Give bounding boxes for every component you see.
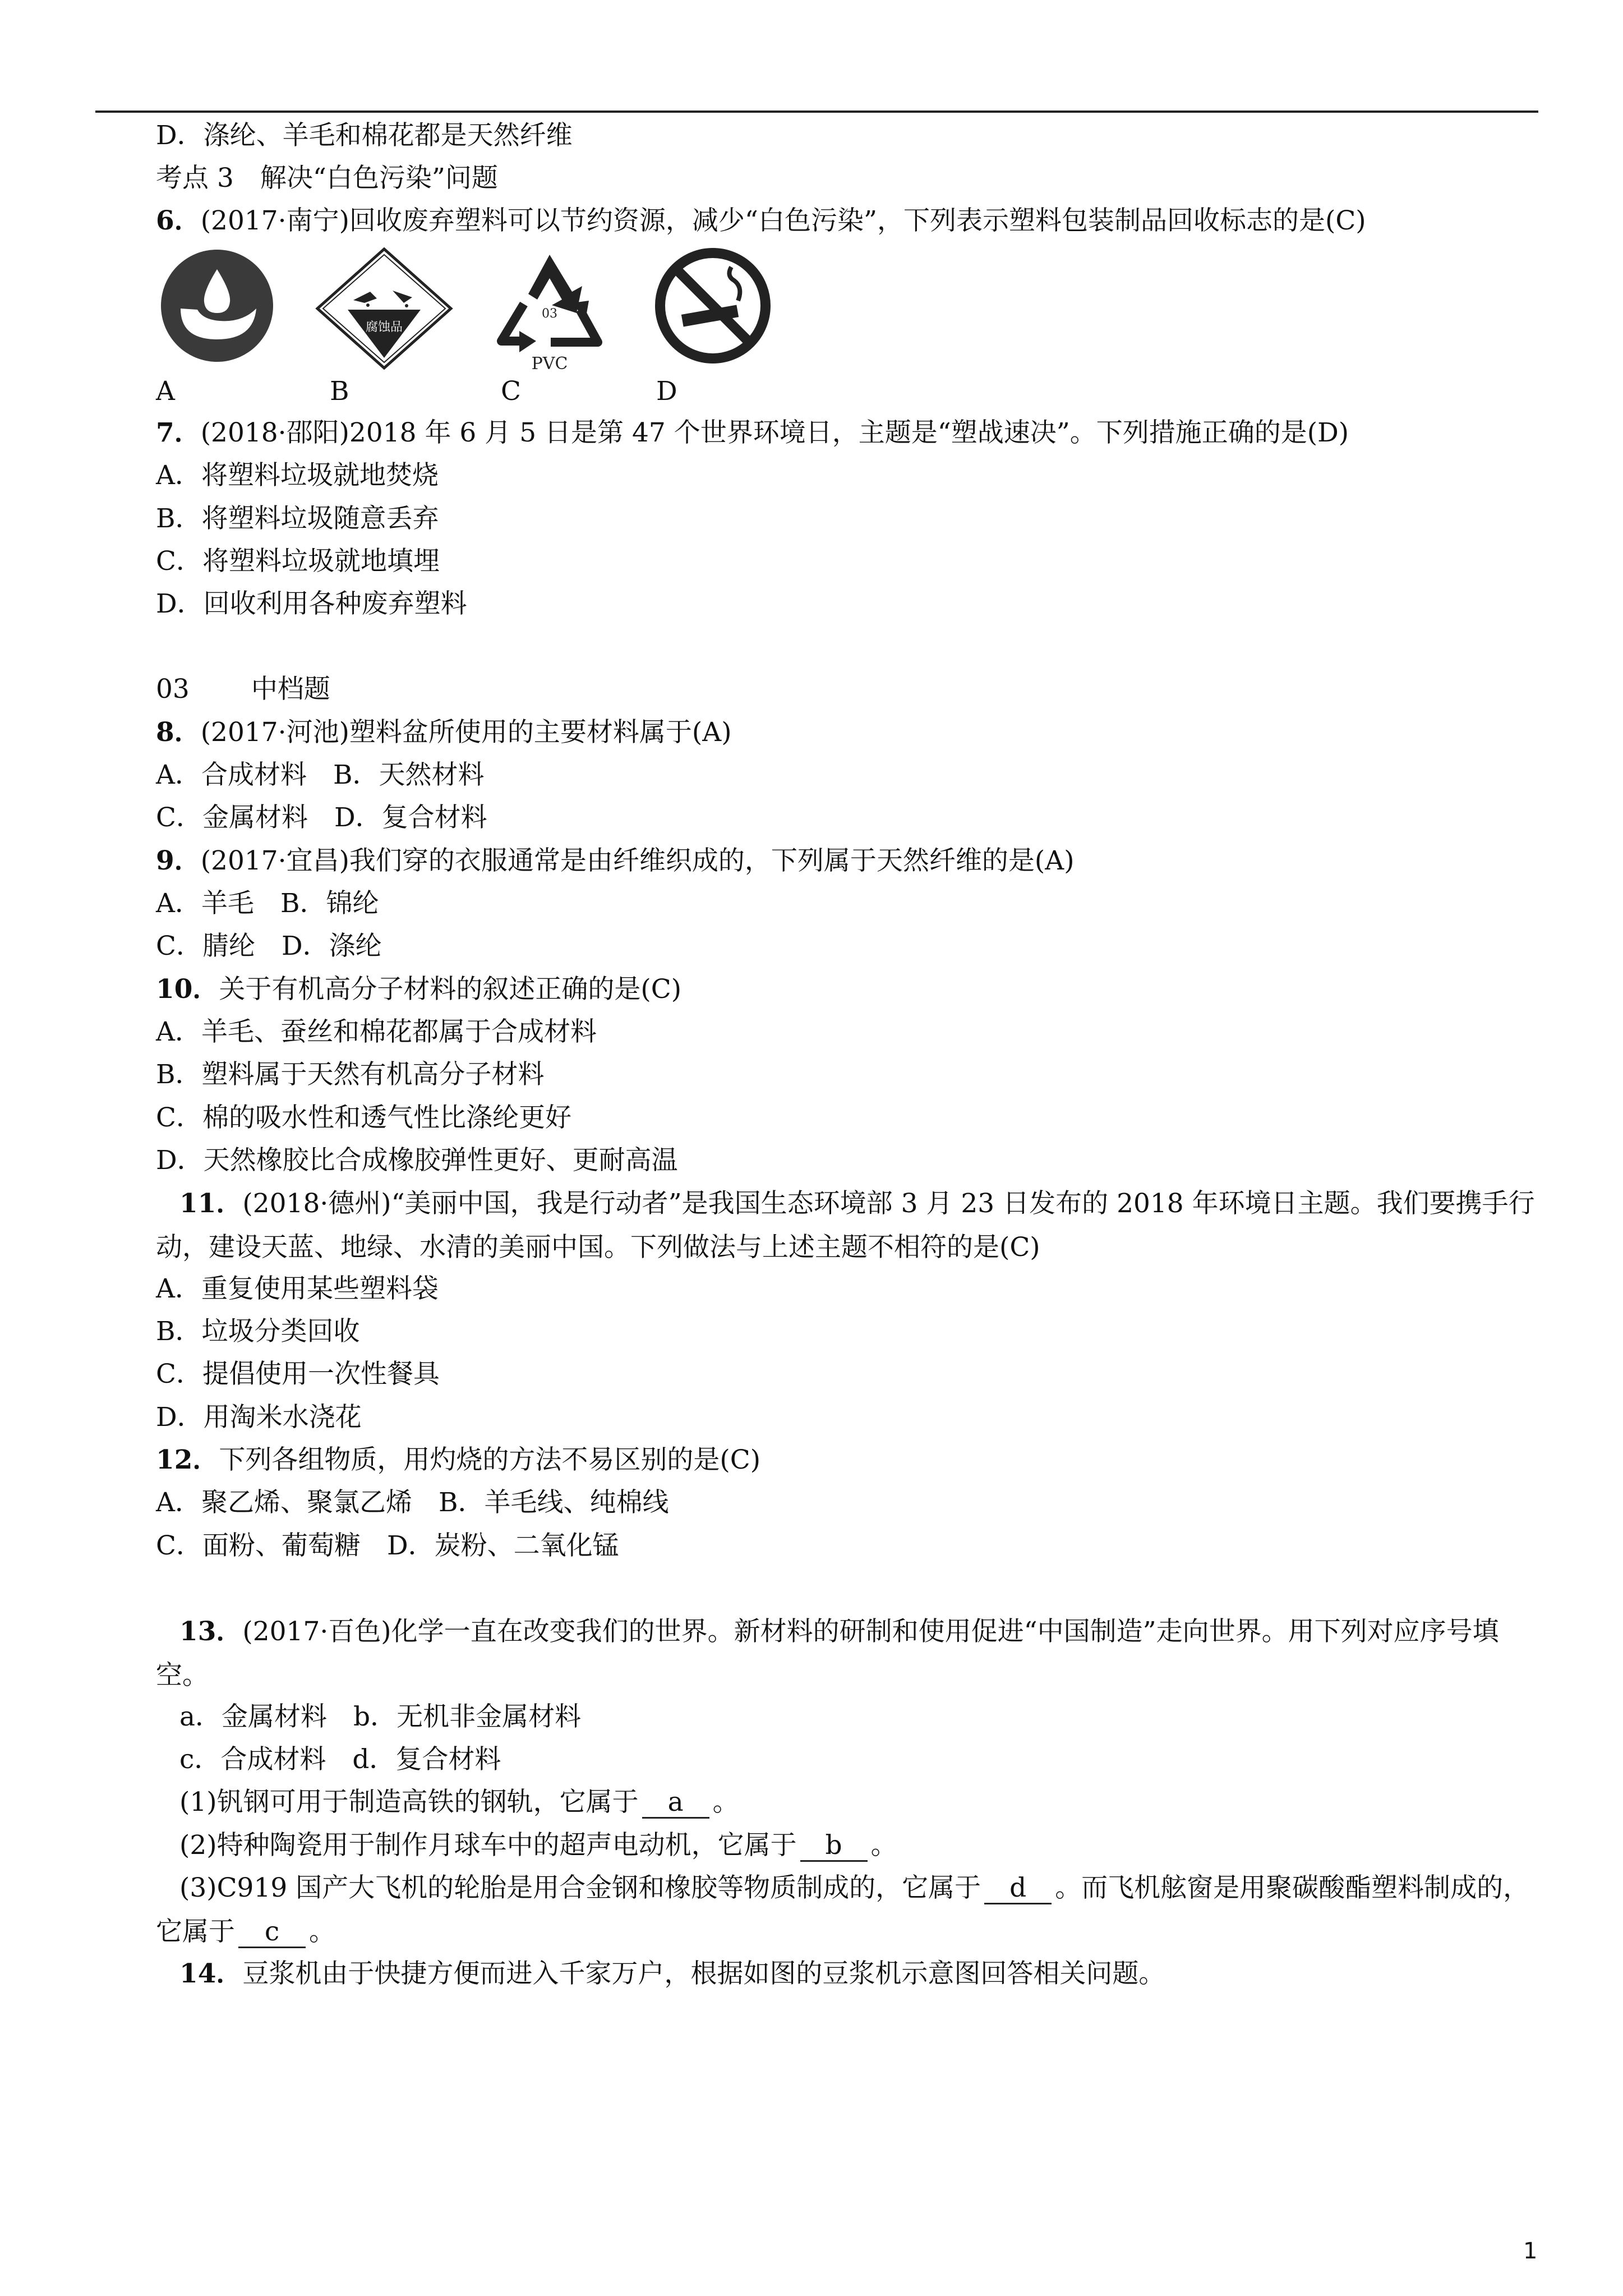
corrosive-warning-icon: [314, 247, 454, 370]
question-text: (2017·南宁)回收废弃塑料可以节约资源，减少“白色污染”，下列表示塑料包装制品回收标志的是(C): [200, 205, 1366, 236]
part-text: (2)特种陶瓷用于制作月球车中的超声电动机，它属于: [179, 1830, 797, 1861]
part-end: 。: [712, 1787, 739, 1818]
header-rule: [95, 111, 1538, 113]
recycle-icon: [488, 247, 611, 376]
q13-part3: [156, 1866, 1536, 1954]
option-label-b: B: [330, 376, 349, 407]
q9-options-row2: C．腈纶 D．涤纶: [156, 931, 382, 961]
answer-blank: c: [238, 1917, 306, 1948]
question-number: 10．: [156, 974, 219, 1005]
section-title: 中档题: [251, 674, 330, 705]
question-text: (2018·德州)“美丽中国，我是行动者”是我国生态环境部 3 月 23 日发布的 2018 年环境日主题。我们要携手行动，建设天蓝、地绿、水清的美丽中国。下列做法与上述主题不相符的是(C): [156, 1188, 1535, 1263]
question-number: 8．: [156, 717, 201, 748]
answer-blank: a: [642, 1788, 709, 1819]
q9-stem: [156, 844, 1075, 878]
question-number: 9．: [156, 845, 201, 876]
question-number: 12．: [156, 1444, 219, 1475]
q7-option-a: A．将塑料垃圾就地焚烧: [156, 460, 439, 491]
question-text: 下列各组物质，用灼烧的方法不易区别的是(C): [219, 1444, 761, 1475]
q6-icon-options: [151, 247, 780, 407]
q13-part2: [179, 1829, 897, 1862]
water-saving-icon: [158, 247, 276, 365]
q10-option-d: D．天然橡胶比合成橡胶弹性更好、更耐高温: [156, 1145, 678, 1176]
recycle-material-code: PVC: [531, 354, 568, 374]
option-label-a: A: [156, 376, 175, 407]
q12-stem: [156, 1443, 760, 1477]
question-number: 13．: [179, 1616, 243, 1647]
q13-choices-row1: a．金属材料 b．无机非金属材料: [179, 1701, 582, 1732]
q12-options-row2: C．面粉、葡萄糖 D．炭粉、二氧化锰: [156, 1530, 619, 1561]
q13-stem: [156, 1610, 1536, 1697]
question-text: 豆浆机由于快捷方便而进入千家万户，根据如图的豆浆机示意图回答相关问题。: [242, 1958, 1165, 1989]
recycle-number: 03: [542, 307, 557, 321]
q11-option-a: A．重复使用某些塑料袋: [156, 1273, 439, 1304]
q6-stem: [156, 204, 1366, 238]
q13-part1: [179, 1786, 739, 1819]
q8-options-row2: C．金属材料 D．复合材料: [156, 802, 487, 833]
question-text: (2017·宜昌)我们穿的衣服通常是由纤维织成的，下列属于天然纤维的是(A): [200, 845, 1075, 876]
question-text: (2017·百色)化学一直在改变我们的世界。新材料的研制和使用促进“中国制造”走向世界。用下列对应序号填空。: [156, 1616, 1499, 1691]
part-text: (3)C919 国产大飞机的轮胎是用合金钢和橡胶等物质制成的，它属于: [179, 1872, 981, 1903]
q8-options-row1: A．合成材料 B．天然材料: [156, 760, 485, 790]
q11-option-b: B．垃圾分类回收: [156, 1316, 360, 1347]
q7-option-b: B．将塑料垃圾随意丢弃: [156, 503, 439, 534]
part-text: (1)钒钢可用于制造高铁的钢轨，它属于: [179, 1787, 639, 1818]
topic-heading: 考点 3 解决“白色污染”问题: [156, 163, 498, 194]
q11-option-d: D．用淘米水浇花: [156, 1402, 362, 1433]
page-number: 1: [1523, 2238, 1538, 2264]
section-number: 03: [156, 674, 190, 705]
q14-stem: [179, 1957, 1165, 1991]
answer-blank: b: [800, 1831, 868, 1862]
q11-option-c: C．提倡使用一次性餐具: [156, 1359, 440, 1389]
option-label-c: C: [501, 376, 521, 407]
part-end: 。: [309, 1916, 335, 1947]
question-number: 6．: [156, 205, 201, 236]
answer-blank: d: [984, 1874, 1052, 1904]
q10-option-c: C．棉的吸水性和透气性比涤纶更好: [156, 1102, 571, 1133]
corrosive-label: 腐蚀品: [365, 320, 403, 334]
q12-options-row1: A．聚乙烯、聚氯乙烯 B．羊毛线、纯棉线: [156, 1487, 669, 1518]
q9-options-row1: A．羊毛 B．锦纶: [156, 888, 379, 919]
question-text: (2018·邵阳)2018 年 6 月 5 日是第 47 个世界环境日，主题是“塑战速决”。下列措施正确的是(D): [200, 417, 1349, 448]
question-number: 11．: [179, 1188, 243, 1219]
q7-option-d: D．回收利用各种废弃塑料: [156, 588, 467, 619]
q10-option-a: A．羊毛、蚕丝和棉花都属于合成材料: [156, 1016, 597, 1047]
q10-option-b: B．塑料属于天然有机高分子材料: [156, 1059, 545, 1090]
section-heading: [156, 673, 330, 706]
question-text: 关于有机高分子材料的叙述正确的是(C): [219, 974, 682, 1005]
question-number: 14．: [179, 1958, 243, 1989]
q10-stem: [156, 973, 681, 1006]
question-number: 7．: [156, 417, 201, 448]
q7-option-c: C．将塑料垃圾就地填埋: [156, 546, 440, 577]
no-smoking-icon: [654, 247, 772, 365]
q11-stem: [156, 1182, 1536, 1269]
question-text: (2017·河池)塑料盆所使用的主要材料属于(A): [200, 717, 732, 748]
q5-option-d: D．涤纶、羊毛和棉花都是天然纤维: [156, 120, 573, 151]
q7-stem: [156, 416, 1349, 450]
q13-choices-row2: c．合成材料 d．复合材料: [179, 1744, 501, 1775]
q8-stem: [156, 716, 732, 749]
option-label-d: D: [656, 376, 677, 407]
part-text: 。而飞机舷窗是用聚碳酸酯塑料制成的，它属于: [156, 1872, 1530, 1947]
part-end: 。: [870, 1830, 897, 1861]
